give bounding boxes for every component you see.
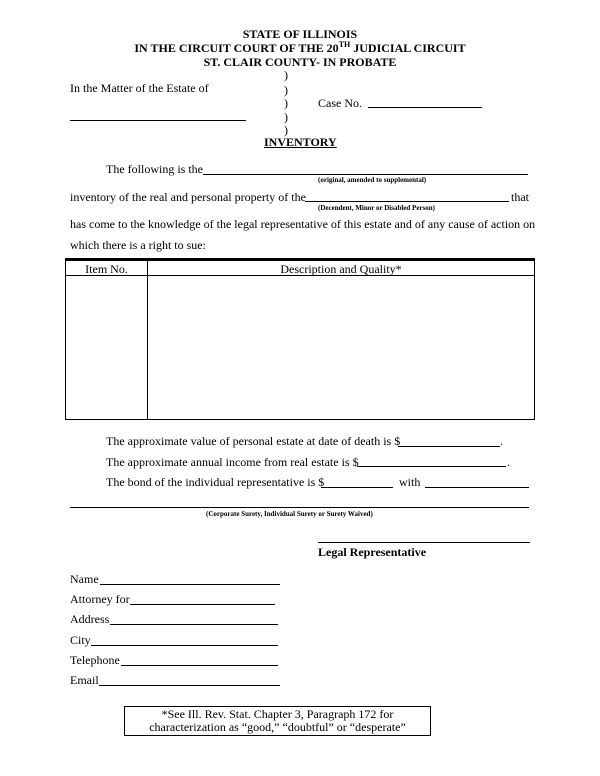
- person-type-field[interactable]: [305, 201, 509, 202]
- case-no-label: Case No.: [318, 96, 362, 110]
- legal-representative-label: Legal Representative: [318, 545, 427, 559]
- bond-text: The bond of the individual representative is $: [106, 475, 325, 489]
- caption-paren: ): [284, 96, 288, 110]
- inventory-suffix: that: [511, 190, 529, 204]
- estate-matter-label: In the Matter of the Estate of: [70, 81, 209, 95]
- name-label: Name: [70, 572, 99, 586]
- email-field[interactable]: [99, 685, 280, 686]
- caption-paren: ): [284, 68, 288, 82]
- document-title: INVENTORY: [264, 135, 337, 149]
- column-header-description: Description and Quality*: [280, 262, 402, 276]
- annual-income-end: .: [507, 455, 510, 469]
- inventory-text: inventory of the real and personal property of the: [70, 190, 306, 204]
- address-field[interactable]: [110, 624, 278, 625]
- table-frame: [65, 260, 535, 420]
- address-label: Address: [70, 612, 110, 626]
- knowledge-text: has come to the knowledge of the legal representative of this estate and of any cause of action on: [70, 217, 536, 231]
- attorney-for-label: Attorney for: [70, 592, 130, 606]
- column-header-item-no: Item No.: [85, 262, 128, 276]
- footnote-line-1: *See Ill. Rev. Stat. Chapter 3, Paragraph 172 for: [161, 707, 394, 721]
- header-county: ST. CLAIR COUNTY- IN PROBATE: [203, 55, 397, 69]
- city-label: City: [70, 633, 91, 647]
- annual-income-text: The approximate annual income from real estate is $: [106, 455, 359, 469]
- item-no-cell[interactable]: [67, 277, 146, 418]
- right-to-sue-text: which there is a right to sue:: [70, 238, 206, 252]
- table-column-divider: [147, 261, 148, 419]
- surety-hint: (Corporate Surety, Individual Surety or Surety Waived): [206, 510, 373, 518]
- estate-name-field[interactable]: [70, 120, 246, 121]
- footnote-line-2: characterization as “good,” “doubtful” or “desperate”: [149, 720, 406, 734]
- bond-with-field[interactable]: [425, 487, 529, 488]
- signature-line[interactable]: [318, 542, 530, 543]
- header-court-prefix: IN THE CIRCUIT COURT OF THE 20: [134, 41, 339, 55]
- attorney-for-field[interactable]: [130, 604, 275, 605]
- personal-estate-text: The approximate value of personal estate at date of death is $: [106, 434, 401, 448]
- surety-field[interactable]: [70, 507, 529, 508]
- caption-paren: ): [284, 123, 288, 137]
- header-state: STATE OF ILLINOIS: [242, 27, 358, 41]
- name-field[interactable]: [100, 584, 280, 585]
- personal-estate-end: .: [500, 434, 503, 448]
- following-text: The following is the: [106, 162, 203, 176]
- person-type-hint: (Decendent, Minor or Disabled Person): [318, 204, 435, 212]
- bond-with-text: with: [399, 475, 421, 489]
- telephone-label: Telephone: [70, 653, 120, 667]
- city-field[interactable]: [91, 645, 278, 646]
- header-court-suffix: JUDICIAL CIRCUIT: [350, 41, 466, 55]
- header-court-sup: TH: [338, 40, 351, 49]
- inventory-type-hint: (original, amended to supplemental): [318, 176, 427, 184]
- personal-estate-field[interactable]: [398, 446, 500, 447]
- footnote-box: [124, 706, 431, 736]
- header-court: [0, 41, 600, 56]
- telephone-field[interactable]: [121, 665, 278, 666]
- description-cell[interactable]: [149, 277, 533, 418]
- email-label: Email: [70, 673, 99, 687]
- caption-paren: ): [284, 110, 288, 124]
- inventory-table: [65, 258, 535, 420]
- annual-income-field[interactable]: [357, 466, 506, 467]
- bond-amount-field[interactable]: [321, 487, 393, 488]
- case-no-field[interactable]: [368, 107, 482, 108]
- caption-paren: ): [284, 83, 288, 97]
- inventory-type-field[interactable]: [203, 174, 528, 175]
